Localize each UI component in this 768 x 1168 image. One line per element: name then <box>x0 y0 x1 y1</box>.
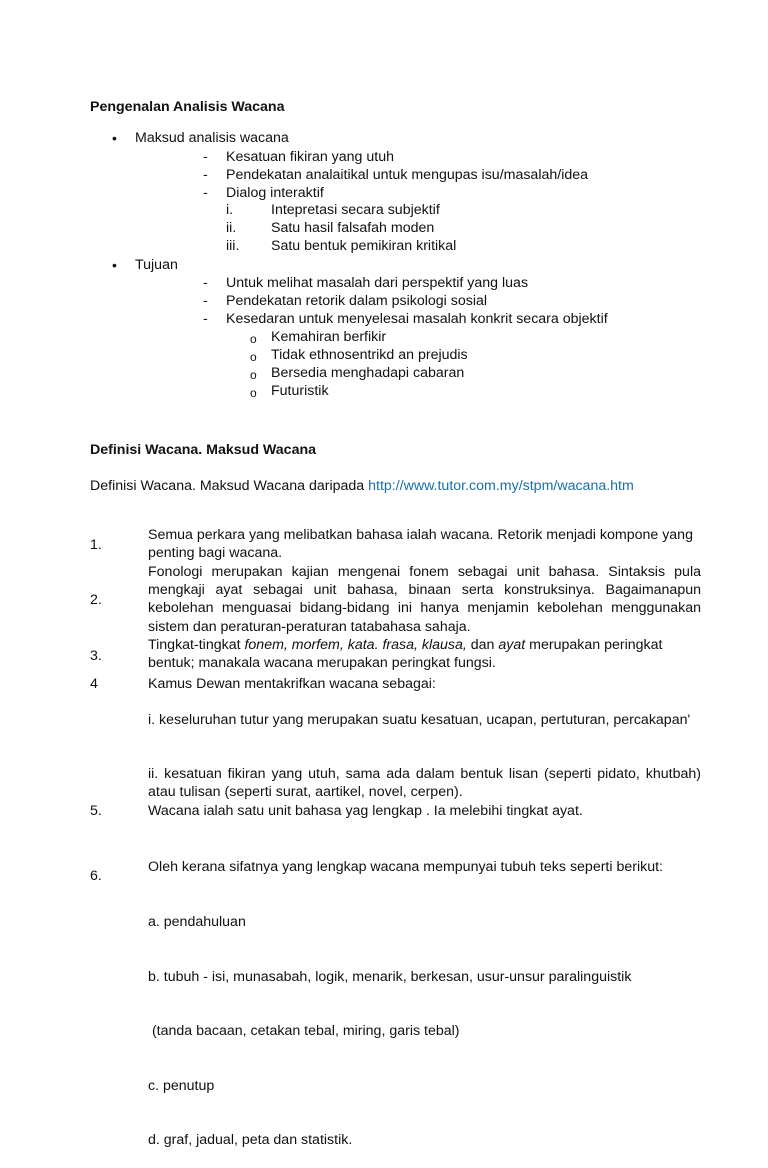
dash-icon: - <box>203 275 208 291</box>
dash-icon: - <box>203 311 208 327</box>
list-item: Tidak ethnosentrikd an prejudis <box>271 347 468 363</box>
bullet-icon: • <box>112 257 117 273</box>
list-item-tujuan: Tujuan <box>135 257 178 273</box>
dash-icon: - <box>203 167 208 183</box>
source-prefix: Definisi Wacana. Maksud Wacana daripada <box>90 478 369 494</box>
list-item: Untuk melihat masalah dari perspektif yang luas <box>226 275 529 291</box>
list-item-maksud: Maksud analisis wacana <box>135 130 289 146</box>
item-6-line: d. graf, jadual, peta dan statistik. <box>148 1132 353 1149</box>
list-item: Satu hasil falsafah moden <box>271 220 435 236</box>
list-item: Bersedia menghadapi cabaran <box>271 365 465 381</box>
item-number: 4 <box>90 676 98 692</box>
dash-icon: - <box>203 293 208 309</box>
dash-icon: - <box>203 149 208 165</box>
list-item: Dialog interaktif <box>226 185 324 201</box>
definition-item-3 <box>148 636 701 672</box>
roman-marker: ii. <box>226 220 237 236</box>
list-item: Futuristik <box>271 383 329 399</box>
definition-item-5: Wacana ialah satu unit bahasa yag lengkap . Ia melebihi tingkat ayat. <box>148 803 583 819</box>
circle-bullet-icon: o <box>250 332 257 346</box>
circle-bullet-icon: o <box>250 350 257 364</box>
list-item: Kemahiran berfikir <box>271 329 387 345</box>
bullet-icon: • <box>112 130 117 146</box>
item-3-mid: dan <box>466 637 499 653</box>
list-item: Pendekatan analaitikal untuk mengupas isu/masalah/idea <box>226 167 589 183</box>
list-item: Intepretasi secara subjektif <box>271 202 440 218</box>
item-3-italic-ayat: ayat <box>498 637 526 653</box>
item-3-post: merupakan peringkat bentuk; manakala wacana merupakan peringkat fungsi. <box>148 637 663 672</box>
list-item: Pendekatan retorik dalam psikologi sosial <box>226 293 488 309</box>
circle-bullet-icon: o <box>250 368 257 382</box>
definition-item-4: Kamus Dewan mentakrifkan wacana sebagai: <box>148 676 436 692</box>
section-title-pengenalan: Pengenalan Analisis Wacana <box>90 99 285 115</box>
item-number: 1. <box>90 537 102 553</box>
item-6-line: (tanda bacaan, cetakan tebal, miring, garis tebal) <box>148 1023 460 1040</box>
definition-item-4-sub-ii: ii. kesatuan fikiran yang utuh, sama ada dalam bentuk lisan (seperti pidato, khutbah) atau tulisan (seperti surat, aartikel, novel, cerpen). <box>148 766 701 801</box>
dash-icon: - <box>203 185 208 201</box>
definition-item-2: Fonologi merupakan kajian mengenai fonem sebagai unit bahasa. Sintaksis pula mengkaji ayat sebagai unit bahasa, binaan serta konstruksinya. Bagaimanapun kebolehan menguasai bidang-bidang ini hanya menjamin kebolehan menggunakan sistem dan peraturan-peraturan tatabahasa sahaja. <box>148 564 701 635</box>
definition-item-1: Semua perkara yang melibatkan bahasa ialah wacana. Retorik menjadi kompone yang penting bagi wacana. <box>148 527 693 562</box>
list-item: Kesedaran untuk menyelesai masalah konkrit secara objektif <box>226 311 608 327</box>
list-item: Satu bentuk pemikiran kritikal <box>271 238 457 254</box>
source-line <box>90 477 634 495</box>
item-6-line: a. pendahuluan <box>148 914 246 931</box>
item-number: 6. <box>90 868 102 884</box>
item-number: 5. <box>90 803 102 819</box>
item-6-line: c. penutup <box>148 1077 215 1094</box>
circle-bullet-icon: o <box>250 386 257 400</box>
list-item: Kesatuan fikiran yang utuh <box>226 149 394 165</box>
item-6-line: Oleh kerana sifatnya yang lengkap wacana mempunyai tubuh teks seperti berikut: <box>148 859 663 876</box>
item-number: 3. <box>90 648 102 664</box>
item-3-pre: Tingkat-tingkat <box>148 637 245 653</box>
source-link[interactable]: http://www.tutor.com.my/stpm/wacana.htm <box>368 478 634 494</box>
section-title-definisi: Definisi Wacana. Maksud Wacana <box>90 442 317 458</box>
item-3-italic-terms: fonem, morfem, kata. frasa, klausa, <box>244 637 467 653</box>
roman-marker: iii. <box>226 238 240 254</box>
item-6-line: b. tubuh - isi, munasabah, logik, menarik, berkesan, usur-unsur paralinguistik <box>148 968 632 985</box>
definition-item-6 <box>148 822 701 1168</box>
definition-item-4-sub-i: i. keseluruhan tutur yang merupakan suatu kesatuan, ucapan, pertuturan, percakapan' <box>148 712 691 728</box>
roman-marker: i. <box>226 202 234 218</box>
item-number: 2. <box>90 592 102 608</box>
